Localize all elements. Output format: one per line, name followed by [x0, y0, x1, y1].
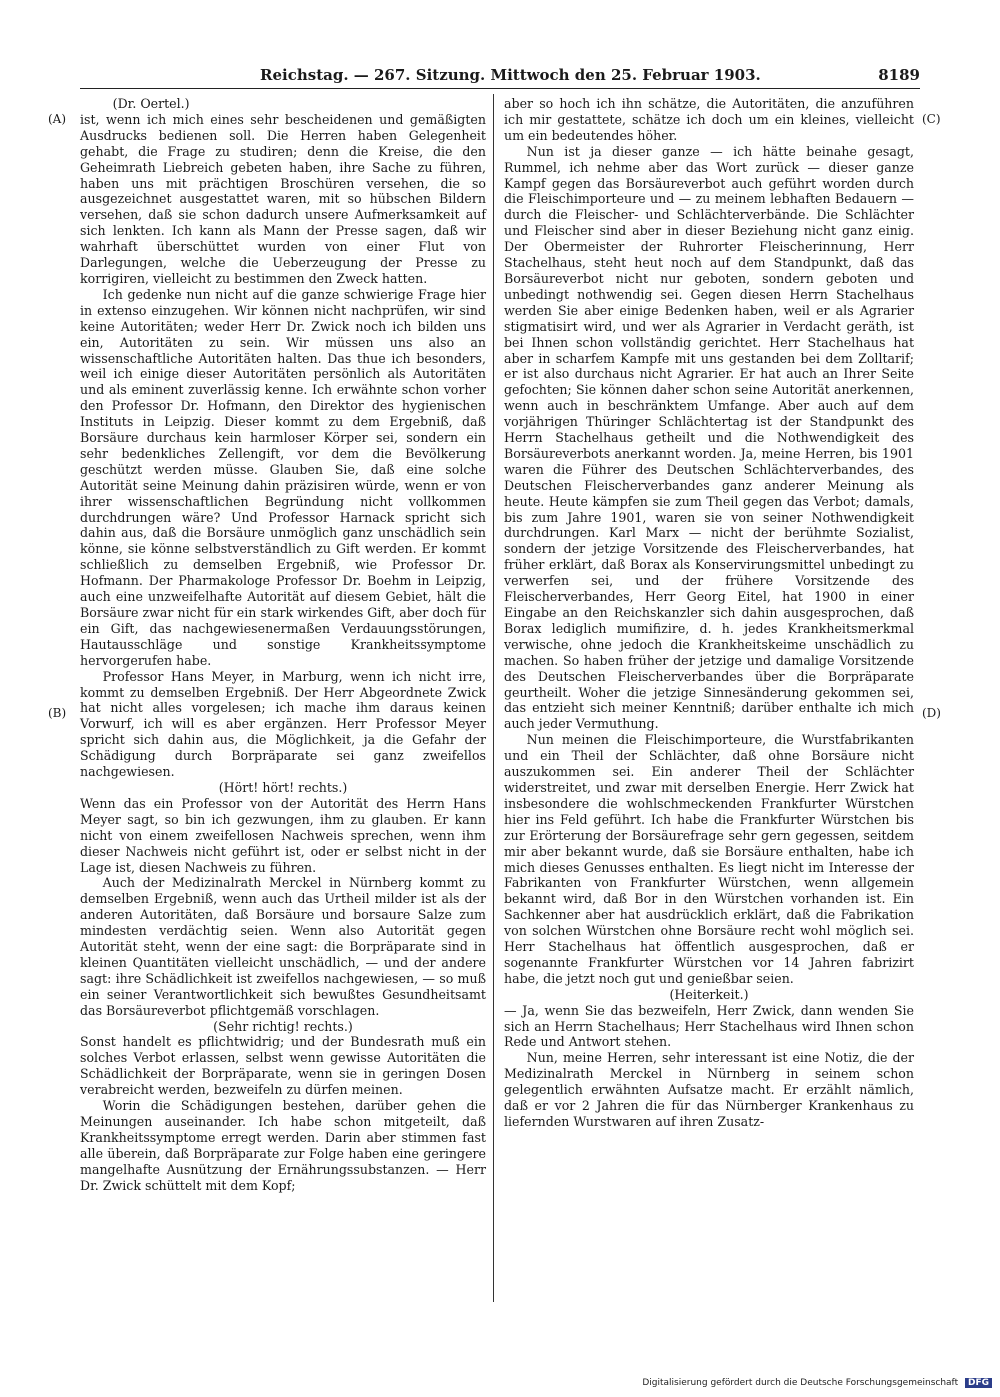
paragraph: aber so hoch ich ihn schätze, die Autoritäten, die anzuführen ich mir gestattete, schätze ich doch um ein kleines, vielleicht um ein bedeutendes höher.	[504, 96, 914, 143]
column-divider	[493, 94, 494, 1302]
interjection: (Sehr richtig! rechts.)	[213, 1018, 353, 1034]
margin-marker-c: (C)	[922, 112, 941, 126]
page-header	[80, 60, 920, 92]
dfg-logo: DFG	[965, 1378, 992, 1388]
running-title: Reichstag. — 267. Sitzung. Mittwoch den 25. Februar 1903.	[260, 66, 761, 84]
paragraph: Nun meinen die Fleischimporteure, die Wurstfabrikanten und ein Theil der Schlächter, daß ohne Borsäure nicht auszukommen sei. Ein anderer Theil der Schlächter widerstreitet, und zwar mit derselben Energie. Herr Zwick hat insbesondere die wohlschmeckenden Frankfurter Würstchen hier ins Feld geführt. Ich habe die Frankfurter Würstchen bis zur Erörterung der Borsäurefrage sehr gern gegessen, seitdem mir aber bekannt wurde, daß sie Borsäure enthalten, habe ich mich dieses Genusses enthalten. Es liegt nicht im Interesse der Fabrikanten von Frankfurter Würstchen, wenn allgemein bekannt wird, daß Bor in den Würstchen vorhanden ist. Ein Sachkenner aber hat ausdrücklich erklärt, daß die Fabrikation von solchen Würstchen ohne Borsäure recht wohl möglich sei. Herr Stachelhaus hat öffentlich ausgesprochen, daß er sogenannte Frankfurter Würstchen vor 14 Jahren fabrizirt habe, die jetzt noch gut und genießbar seien.	[504, 732, 914, 986]
paragraph: Professor Hans Meyer, in Marburg, wenn ich nicht irre, kommt zu demselben Ergebniß. Der Herr Abgeordnete Zwick hat nicht alles vorgelesen; ich mache ihm daraus keinen Vorwurf, ich will es aber ergänzen. Herr Professor Meyer spricht sich dahin aus, die Möglichkeit, ja die Gefahr der Schädigung durch Borpräparate sei ganz zweifellos nachgewiesen.	[80, 668, 486, 780]
margin-marker-a: (A)	[48, 112, 67, 126]
interjection: (Heiterkeit.)	[669, 986, 749, 1002]
header-rule	[80, 88, 920, 89]
paragraph: Sonst handelt es pflichtwidrig; und der Bundesrath muß ein solches Verbot erlassen, selbst wenn gewisse Autoritäten die Schädlichkeit der Borpräparate, wenn sie in geringen Dosen verabreicht werden, bezweifeln zu dürfen meinen.	[80, 1034, 486, 1098]
margin-marker-b: (B)	[48, 706, 67, 720]
paragraph: Worin die Schädigungen bestehen, darüber gehen die Meinungen auseinander. Ich habe schon mitgeteilt, daß Krankheitssymptome erregt werden. Darin aber stimmen fast alle überein, daß Borpräparate zur Folge haben eine geringere mangelhafte Ausnützung der Ernährungssubstanzen. — Herr Dr. Zwick schüttelt mit dem Kopf;	[80, 1098, 486, 1193]
paragraph: Wenn das ein Professor von der Autorität des Herrn Hans Meyer sagt, so bin ich gezwungen, ihm zu glauben. Er kann nicht von einem zweifellosen Nachweis sprechen, wenn ihm dieser Nachweis nicht geführt ist, oder er selbst nicht in der Lage ist, diesen Nachweis zu führen.	[80, 795, 486, 875]
right-column	[504, 96, 914, 1130]
paragraph: Nun ist ja dieser ganze — ich hätte beinahe gesagt, Rummel, ich nehme aber das Wort zurück — dieser ganze Kampf gegen das Borsäureverbot auch geführt worden durch die Fleischimporteure und — zu meinem lebhaften Bedauern — durch die Fleischer- und Schlächterverbände. Die Schlächter und Fleischer sind aber in dieser Beziehung nicht ganz einig. Der Obermeister der Ruhrorter Fleischerinnung, Herr Stachelhaus, steht heut noch auf dem Standpunkt, daß das Borsäureverbot nicht nur geboten, sondern geboten und unbedingt nothwendig sei. Gegen diesen Herrn Stachelhaus werden Sie aber einige Bedenken haben, weil er als Agrarier stigmatisirt wird, und wer als Agrarier in Verdacht geräth, ist bei Ihnen schon vollständig gerichtet. Herr Stachelhaus hat aber in scharfem Kampfe mit uns gestanden bei dem Zolltarif; er ist also durchaus nicht Agrarier. Er hat auch an Ihrer Seite gefochten; Sie können daher schon seine Autorität anerkennen, wenn auch in beschränktem Umfange. Aber auch auf dem vorjährigen Thüringer Schlächtertag ist der Standpunkt des Herrn Stachelhaus getheilt und die Nothwendigkeit des Borsäureverbots anerkannt worden. Ja, meine Herren, bis 1901 waren die Führer des Deutschen Schlächterverbandes, des Deutschen Fleischerverbandes ganz anderer Meinung als heute. Heute kämpfen sie zum Theil gegen das Verbot; damals, bis zum Jahre 1901, waren sie von seiner Nothwendigkeit durchdrungen. Karl Marx — nicht der berühmte Sozialist, sondern der jetzige Vorsitzende des Fleischerverbandes, hat früher erklärt, daß Borax als Konservirungsmittel unbedingt zu verwerfen sei, und der frühere Vorsitzende des Fleischerverbandes, Herr Georg Eitel, hat 1900 in einer Eingabe an den Reichskanzler sich dahin ausgesprochen, daß Borax lediglich mumifizire, d. h. jedes Krankheitsmerkmal verwische, ohne jedoch die Krankheitskeime unschädlich zu machen. So haben früher der jetzige und damalige Vorsitzende des Deutschen Fleischerverbandes über die Borpräparate geurtheilt. Woher die jetzige Sinnesänderung gekommen sei, das entzieht sich meiner Kenntniß; darüber enthalte ich mich auch jeder Vermuthung.	[504, 143, 914, 732]
footer-text: Digitalisierung gefördert durch die Deutsche Forschungsgemeinschaft	[642, 1378, 959, 1388]
paragraph: — Ja, wenn Sie das bezweifeln, Herr Zwick, dann wenden Sie sich an Herrn Stachelhaus; Herr Stachelhaus wird Ihnen schon Rede und Antwort stehen.	[504, 1002, 914, 1050]
paragraph: Nun, meine Herren, sehr interessant ist eine Notiz, die der Medizinalrath Merckel in Nürnberg in seinem schon gelegentlich erwähnten Aufsatze macht. Er erzählt nämlich, daß er vor 2 Jahren die für das Nürnberger Krankenhaus zu liefernden Wurstwaren auf ihren Zusatz-	[504, 1050, 914, 1129]
digitization-footer	[642, 1378, 992, 1388]
margin-marker-d: (D)	[922, 706, 941, 720]
paragraph: ist, wenn ich mich eines sehr bescheidenen und gemäßigten Ausdrucks bedienen soll. Die Herren haben Gelegenheit gehabt, die Frage zu studiren; denn die Kreise, die den Geheimrath Liebreich gebeten haben, ihre Sache zu führen, haben uns mit prächtigen Broschüren versehen, die so ausgezeichnet ausgestattet waren, mit so hübschen Bildern versehen, daß sie schon dadurch unsere Aufmerksamkeit auf sich lenkten. Ich kann als Mann der Presse sagen, daß wir wahrhaft überschüttet wurden von einer Flut von Darlegungen, welche die Ueberzeugung der Presse zu korrigiren, vielleicht zu bestimmen den Zweck hatten.	[80, 111, 486, 286]
interjection: (Hört! hört! rechts.)	[218, 779, 348, 795]
speaker-label: (Dr. Oertel.)	[112, 96, 190, 111]
paragraph: Auch der Medizinalrath Merckel in Nürnberg kommt zu demselben Ergebniß, wenn auch das Urtheil milder ist als der anderen Autoritäten, daß Borsäure und borsaure Salze zum mindesten verdächtig seien. Wenn also Autorität gegen Autorität steht, wenn der eine sagt: die Borpräparate sind in kleinen Quantitäten vielleicht unschädlich, — und der andere sagt: ihre Schädlichkeit ist zweifellos nachgewiesen, — so muß ein seiner Verantwortlichkeit sich bewußtes Gesundheitsamt das Borsäureverbot pflichtgemäß vorschlagen.	[80, 875, 486, 1018]
page-number: 8189	[878, 66, 920, 84]
left-column	[80, 96, 486, 1194]
paragraph: Ich gedenke nun nicht auf die ganze schwierige Frage hier in extenso einzugehen. Wir können nicht nachprüfen, wir sind keine Autoritäten; weder Herr Dr. Zwick noch ich bilden uns ein, Autoritäten zu sein. Wir müssen uns also an wissenschaftliche Autoritäten halten. Das thue ich besonders, weil ich einige dieser Autoritäten persönlich als Autoritäten und als eminent zuverlässig kenne. Ich erwähnte schon vorher den Professor Dr. Hofmann, den Direktor des hygienischen Instituts in Leipzig. Dieser kommt zu dem Ergebniß, daß Borsäure durchaus kein harmloser Körper sei, sondern ein sehr bedenkliches Zellengift, vor dem die Bevölkerung geschützt werden müsse. Glauben Sie, daß eine solche Autorität seine Meinung dahin präzisiren würde, wenn er von ihrer wissenschaftlichen Begründung nicht vollkommen durchdrungen wäre? Und Professor Harnack spricht sich dahin aus, daß die Borsäure unmöglich ganz unschädlich sein könne, sie könne selbstverständlich zu Gift werden. Er kommt schließlich zu demselben Ergebniß, wie Professor Dr. Hofmann. Der Pharmakologe Professor Dr. Boehm in Leipzig, auch eine unzweifelhafte Autorität auf diesem Gebiet, hält die Borsäure zwar nicht für ein stark wirkendes Gift, aber doch für ein Gift, das nachgewiesenermaßen Verdauungsstörungen, Hautausschläge und sonstige Krankheitssymptome hervorgerufen habe.	[80, 286, 486, 668]
